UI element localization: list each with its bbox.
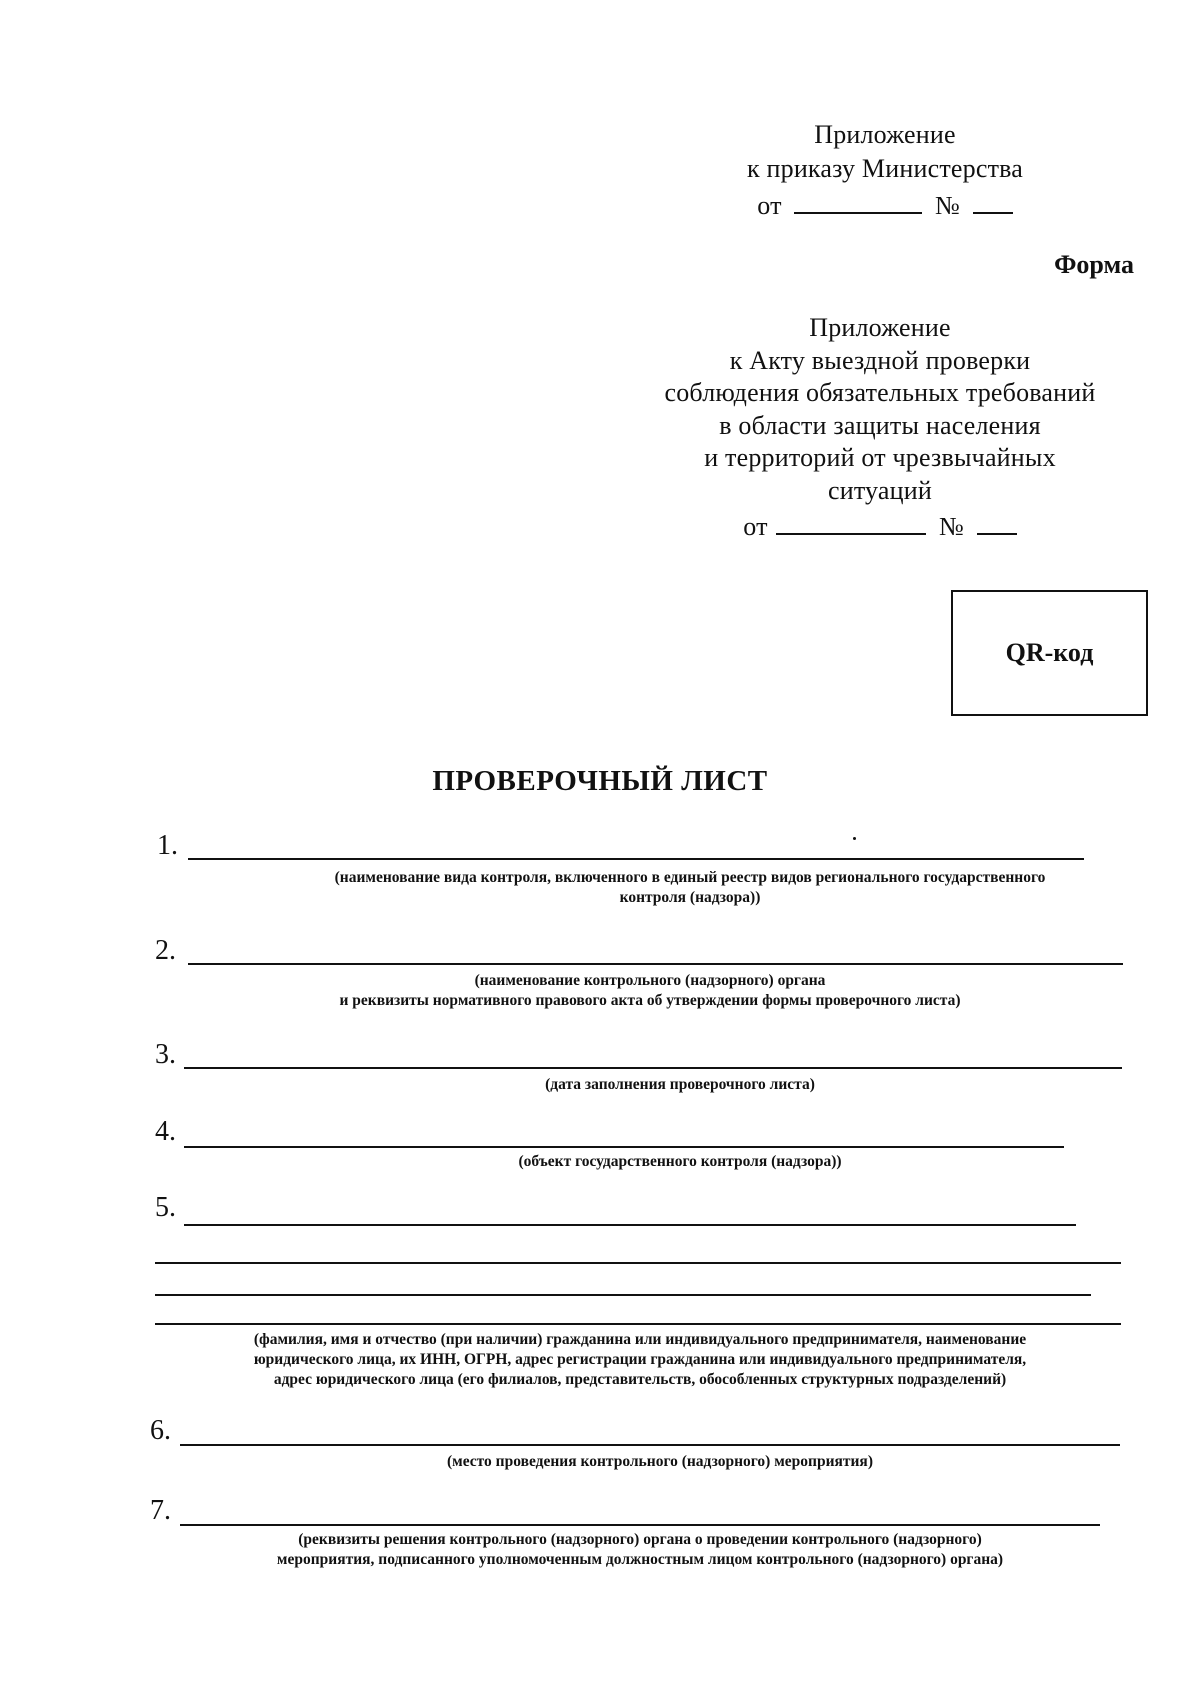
item-caption-line: (объект государственного контроля (надзора)) bbox=[518, 1153, 842, 1170]
item-caption bbox=[170, 971, 1130, 1011]
appendix-act-line: и территорий от чрезвычайных bbox=[704, 443, 1056, 472]
item-caption-line: (фамилия, имя и отчество (при наличии) гражданина или индивидуального предпринимателя, наименование bbox=[253, 1331, 1027, 1348]
appendix-act-number-label: № bbox=[939, 512, 965, 541]
appendix-order-line: к приказу Министерства bbox=[746, 154, 1024, 183]
appendix-order-from-label: от bbox=[757, 191, 782, 220]
item-caption-line: (наименование контрольного (надзорного) органа bbox=[474, 972, 826, 989]
item-caption-line: (дата заполнения проверочного листа) bbox=[545, 1076, 815, 1093]
item-caption bbox=[240, 868, 1140, 908]
appendix-act-block bbox=[620, 312, 1140, 544]
appendix-order-block bbox=[720, 118, 1050, 223]
item-field[interactable] bbox=[184, 1146, 1064, 1148]
appendix-order-number-label: № bbox=[935, 191, 961, 220]
appendix-act-title: Приложение bbox=[809, 313, 951, 342]
item-field[interactable] bbox=[180, 1444, 1120, 1446]
item-caption bbox=[300, 1152, 1060, 1172]
item-caption-line: адрес юридического лица (его филиалов, представительств, обособленных структурных подразделений) bbox=[273, 1371, 1007, 1388]
page-title: ПРОВЕРОЧНЫЙ ЛИСТ bbox=[432, 765, 768, 797]
qr-code-placeholder bbox=[951, 590, 1148, 716]
form-label: Форма bbox=[1054, 250, 1134, 279]
appendix-order-number-field[interactable] bbox=[973, 186, 1013, 214]
qr-code-label: QR-код bbox=[1005, 638, 1094, 667]
item-number: 2. bbox=[155, 935, 176, 966]
item-field[interactable] bbox=[188, 963, 1123, 965]
item-number: 3. bbox=[155, 1039, 176, 1070]
item-number: 7. bbox=[150, 1495, 171, 1526]
item-caption bbox=[175, 1530, 1105, 1570]
item-caption-line: и реквизиты нормативного правового акта об утверждении формы проверочного листа) bbox=[339, 992, 961, 1009]
item-caption-line: юридического лица, их ИНН, ОГРН, адрес регистрации гражданина или индивидуального предпринимателя, bbox=[253, 1351, 1027, 1368]
item-caption bbox=[150, 1330, 1130, 1390]
appendix-act-line: к Акту выездной проверки bbox=[729, 345, 1031, 375]
appendix-order-date-row bbox=[720, 186, 1050, 223]
appendix-order-date-field[interactable] bbox=[794, 186, 922, 214]
item-number: 5. bbox=[155, 1192, 176, 1223]
appendix-act-line: ситуаций bbox=[827, 475, 932, 505]
item-field[interactable] bbox=[188, 858, 1084, 860]
item-caption-line: (реквизиты решения контрольного (надзорного) органа о проведении контрольного (надзорного) bbox=[298, 1531, 982, 1548]
item-number: 1. bbox=[157, 830, 178, 861]
item-field-continuation[interactable] bbox=[155, 1323, 1121, 1325]
appendix-order-title: Приложение bbox=[814, 120, 956, 149]
appendix-act-from-label: от bbox=[743, 512, 768, 541]
item-caption-line: (наименование вида контроля, включенного в единый реестр видов регионального государственного bbox=[334, 869, 1046, 886]
item-number: 6. bbox=[150, 1415, 171, 1446]
appendix-act-number-field[interactable] bbox=[977, 507, 1017, 535]
item-caption bbox=[300, 1452, 1020, 1472]
item-number: 4. bbox=[155, 1116, 176, 1147]
item-caption-line: контроля (надзора)) bbox=[619, 889, 761, 906]
appendix-act-line: соблюдения обязательных требований bbox=[664, 378, 1096, 407]
item-field[interactable] bbox=[184, 1224, 1076, 1226]
appendix-act-date-row bbox=[620, 507, 1140, 544]
item-field[interactable] bbox=[180, 1524, 1100, 1526]
appendix-act-line: в области защиты населения bbox=[719, 410, 1041, 440]
stray-dot bbox=[853, 837, 856, 840]
item-caption-line: (место проведения контрольного (надзорного) мероприятия) bbox=[446, 1453, 873, 1470]
item-caption-line: мероприятия, подписанного уполномоченным должностным лицом контрольного (надзорного) органа) bbox=[276, 1551, 1004, 1568]
item-field[interactable] bbox=[184, 1067, 1122, 1069]
item-field-continuation[interactable] bbox=[155, 1294, 1091, 1296]
appendix-act-date-field[interactable] bbox=[776, 507, 926, 535]
item-field-continuation[interactable] bbox=[155, 1262, 1121, 1264]
item-caption bbox=[340, 1075, 1020, 1095]
